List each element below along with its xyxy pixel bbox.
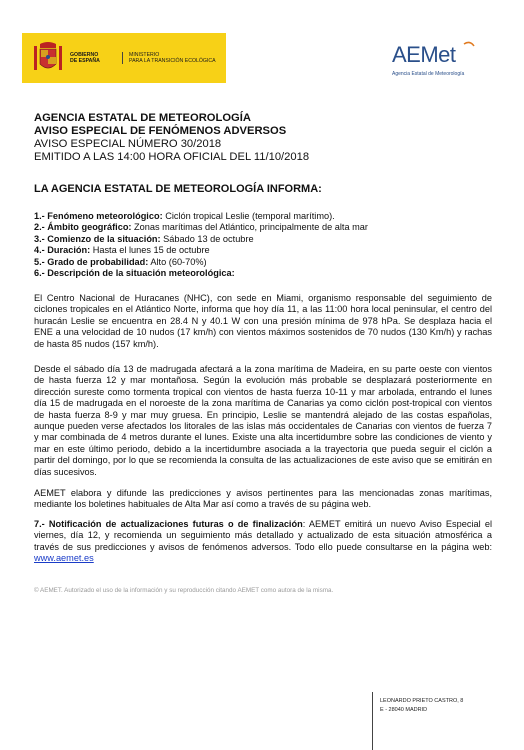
paragraph-evolution: Desde el sábado día 13 de madrugada afectará a la zona marítima de Madeira, en su parte oeste con vientos de hasta fuerza 12 y mar montañosa. Según la evolución más probable se desplazará posteriormente en dirección sureste como tormenta tropical con vientos de hasta fuerza 10-11 y mar arbolada, entrando el lunes día 15 de madrugada en el noroeste de la zona marítima de Canarias ya como ciclón post-tropical con vientos de hasta fuerza 8-9 y mar muy gruesa. En principio, Leslie se mantendrá alejado de las costas españolas, aunque pueden verse afectados los litorales de las islas más occidentales de Canarias con vientos de fuerza 7 y mar combinada de 4 metros durante el lunes. Existe una alta incertidumbre sobre las condiciones de viento y mar en este último periodo, debido a la incertidumbre asociada a la trayectoria que pueda seguir el ciclón a partir del domingo, por lo que se recomienda la consulta de las actualizaciones de este aviso que se emitirán en días sucesivos.: [34, 364, 492, 477]
ministry-line1: MINISTERIO: [129, 52, 160, 58]
item-label: 5.- Grado de probabilidad:: [34, 256, 149, 267]
item-label: 6.- Descripción de la situación meteorológica:: [34, 268, 235, 279]
info-item-4: [34, 245, 494, 256]
title-block: [34, 112, 494, 164]
government-logo-band: [22, 33, 226, 83]
info-item-3: [34, 234, 494, 245]
ministry-line2: PARA LA TRANSICIÓN ECOLÓGICA: [129, 58, 216, 64]
ministry-name: [122, 52, 216, 64]
aemet-website-link[interactable]: www.aemet.es: [34, 553, 94, 564]
address-line1: LEONARDO PRIETO CASTRO, 8: [380, 698, 464, 704]
footer-address: [380, 697, 463, 715]
notice-number: AVISO ESPECIAL NÚMERO 30/2018: [34, 138, 222, 150]
item-label: 2.- Ámbito geográfico:: [34, 222, 132, 233]
info-item-5: [34, 257, 494, 268]
government-name: [70, 52, 114, 64]
info-item-2: [34, 222, 494, 233]
item-label: 3.- Comienzo de la situación:: [34, 233, 161, 244]
gov-line2: DE ESPAÑA: [70, 58, 100, 64]
informa-heading: LA AGENCIA ESTATAL DE METEOROLOGÍA INFORMA:: [34, 183, 322, 195]
notification-label: 7.- Notificación de actualizaciones futuras o de finalización: [34, 519, 303, 529]
aemet-logo-subtitle: Agencia Estatal de Meteorología: [392, 71, 465, 77]
info-items: [34, 211, 494, 279]
footer-divider: [372, 692, 373, 750]
item-value: Sábado 13 de octubre: [160, 233, 254, 244]
item-value: Hasta el lunes 15 de octubre: [90, 245, 210, 256]
paragraph-nhc: El Centro Nacional de Huracanes (NHC), con sede en Miami, organismo responsable del seguimiento de ciclones tropicales en el Atlántico Norte, informa que hoy día 11, a las 11:00 hora local peninsular, el centro del huracán Leslie se encuentra en 28.4 N y 40.1 W con una presión mínima de 978 hPa. Se desplaza hacia el ENE a una velocidad de 10 nudos (17 km/h) con vientos máximos sostenidos de 70 nudos (130 Km/h) y rachas de hasta 85 nudos (157 km/h).: [34, 293, 492, 349]
coat-of-arms-icon: [32, 40, 64, 76]
item-value: Zonas marítimas del Atlántico, principalmente de alta mar: [131, 222, 368, 233]
notification-text: : AEMET emitirá un nuevo Aviso Especial el viernes, día 12, y recomienda un seguimiento más detallado y actualizado de esta situación atmosférica a través de sus predicciones y avisos de fenómenos adversos. Todo ello puede consultarse en la página web:: [34, 519, 492, 552]
paragraph-aemet: AEMET elabora y difunde las predicciones y avisos pertinentes para las mencionadas zonas marítimas, mediante los boletines habituales de Alta Mar así como a través de su página web.: [34, 488, 492, 510]
item-label: 4.- Duración:: [34, 245, 91, 256]
info-item-6: [34, 268, 494, 279]
copyright-notice: © AEMET. Autorizado el uso de la información y su reproducción citando AEMET como autora de la misma.: [34, 587, 334, 594]
address-line2: E - 28040 MADRID: [380, 707, 428, 713]
gov-line1: GOBIERNO: [70, 52, 99, 58]
aemet-logo-text: AEMet: [392, 42, 456, 67]
item-label: 1.- Fenómeno meteorológico:: [34, 211, 163, 221]
item-value: Ciclón tropical Leslie (temporal marítimo).: [162, 211, 335, 221]
info-item-1: [34, 211, 494, 222]
issued-time: EMITIDO A LAS 14:00 HORA OFICIAL DEL 11/10/2018: [34, 151, 310, 163]
paragraph-notification: [34, 519, 492, 565]
item-value: Alto (60-70%): [148, 256, 207, 267]
agency-title: AGENCIA ESTATAL DE METEOROLOGÍA: [34, 112, 251, 124]
notice-type-title: AVISO ESPECIAL DE FENÓMENOS ADVERSOS: [34, 125, 287, 137]
